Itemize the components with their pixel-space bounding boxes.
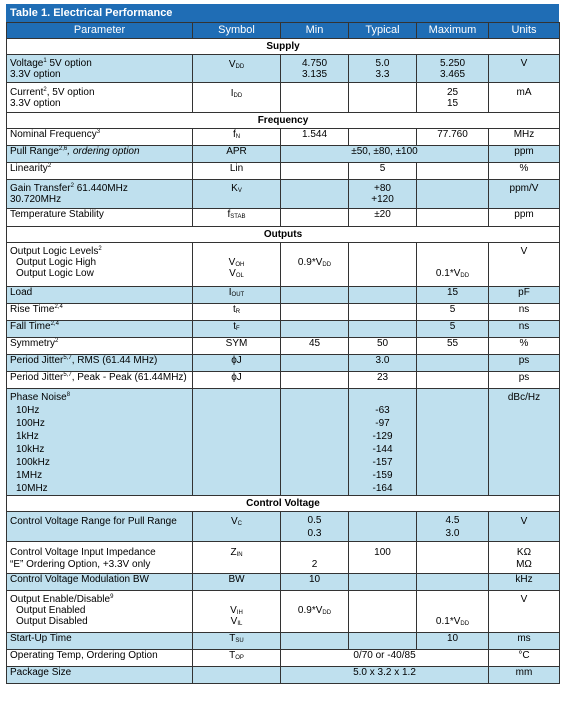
unit-cell: mm [489, 667, 560, 684]
typ-cell: ±20 [349, 209, 417, 227]
min-cell: 45 [281, 338, 349, 355]
header-min: Min [281, 23, 349, 39]
min-cell [281, 180, 349, 209]
table-row [7, 163, 560, 180]
typ-cell [349, 574, 417, 591]
symbol-cell: TOP [193, 650, 281, 667]
param-cell: Rise Time$^{2,4}$ [7, 304, 193, 321]
param-cell: Start-Up Time [7, 633, 193, 650]
unit-cell: pF [489, 287, 560, 304]
table-row [7, 355, 560, 372]
unit-cell: ms [489, 633, 560, 650]
table-row [7, 512, 560, 542]
min-cell [281, 321, 349, 338]
unit-cell: kHz [489, 574, 560, 591]
spec-table [6, 22, 560, 684]
param-cell: Operating Temp, Ordering Option [7, 650, 193, 667]
symbol-cell: VDD [193, 55, 281, 83]
section-control-voltage: Control Voltage [7, 496, 560, 512]
typ-cell [349, 321, 417, 338]
param-cell: Gain Transfer$^2$ 61.440MHz 30.720MHz [7, 180, 193, 209]
min-cell: 0.9*VDD [281, 243, 349, 287]
table-row [7, 209, 560, 227]
param-cell: Output Logic Levels$^2$ Output Logic High Output Logic Low [7, 243, 193, 287]
typ-cell [349, 304, 417, 321]
param-cell: Control Voltage Modulation BW [7, 574, 193, 591]
table-row [7, 304, 560, 321]
typ-cell: ±50, ±80, ±100 [281, 146, 489, 163]
max-cell [417, 355, 489, 372]
min-cell [281, 633, 349, 650]
symbol-cell: TSU [193, 633, 281, 650]
min-cell: 4.750 3.135 [281, 55, 349, 83]
electrical-performance-table [6, 4, 559, 684]
min-cell: 1.544 [281, 129, 349, 146]
unit-cell: ppm [489, 146, 560, 163]
header-maximum: Maximum [417, 23, 489, 39]
typ-cell: 5.0 3.3 [349, 55, 417, 83]
param-cell: Current$^2$, 5V option 3.3V option [7, 83, 193, 113]
unit-cell: % [489, 163, 560, 180]
value-cell: 5.0 x 3.2 x 1.2 [281, 667, 489, 684]
table-row [7, 372, 560, 389]
unit-cell: ns [489, 321, 560, 338]
param-cell: Period Jitter$^{5,7}$, Peak - Peak (61.44MHz) [7, 372, 193, 389]
table-row [7, 542, 560, 574]
min-cell: 10 [281, 574, 349, 591]
symbol-cell: ϕJ [193, 355, 281, 372]
max-cell: 77.760 [417, 129, 489, 146]
max-cell: 5 [417, 304, 489, 321]
min-cell [281, 209, 349, 227]
min-cell: 2 [281, 542, 349, 574]
symbol-cell: IOUT [193, 287, 281, 304]
param-cell: Period Jitter$^{5,7}$, RMS (61.44 MHz) [7, 355, 193, 372]
typ-cell [349, 83, 417, 113]
typ-cell: 100 [349, 542, 417, 574]
table-row [7, 574, 560, 591]
typ-cell [349, 591, 417, 633]
unit-cell: V [489, 243, 560, 287]
header-parameter: Parameter [7, 23, 193, 39]
table-row-phase-noise [7, 389, 560, 496]
max-cell: 10 [417, 633, 489, 650]
typ-cell: 23 [349, 372, 417, 389]
symbol-cell: VOH VOL [193, 243, 281, 287]
table-row [7, 650, 560, 667]
value-cell: 0/70 or -40/85 [281, 650, 489, 667]
symbol-cell: Lin [193, 163, 281, 180]
param-cell: Pull Range$^{2,6}$, ordering option [7, 146, 193, 163]
section-outputs: Outputs [7, 227, 560, 243]
max-cell: 5.250 3.465 [417, 55, 489, 83]
table-row [7, 55, 560, 83]
table-row [7, 667, 560, 684]
unit-cell: ps [489, 372, 560, 389]
max-cell: 55 [417, 338, 489, 355]
param-cell: Control Voltage Input Impedance “E” Ordering Option, +3.3V only [7, 542, 193, 574]
param-cell: Linearity$^2$ [7, 163, 193, 180]
unit-cell: °C [489, 650, 560, 667]
max-cell: 0.1*VDD [417, 243, 489, 287]
min-cell [281, 389, 349, 496]
symbol-cell: tF [193, 321, 281, 338]
param-cell: Load [7, 287, 193, 304]
max-cell [417, 209, 489, 227]
symbol-cell: VC [193, 512, 281, 542]
symbol-cell: fSTAB [193, 209, 281, 227]
typ-cell [349, 633, 417, 650]
param-cell: Package Size [7, 667, 193, 684]
max-cell: 0.1*VDD [417, 591, 489, 633]
symbol-cell: tR [193, 304, 281, 321]
symbol-cell: fN [193, 129, 281, 146]
symbol-cell: BW [193, 574, 281, 591]
typ-cell [349, 287, 417, 304]
symbol-cell: VIH VIL [193, 591, 281, 633]
param-cell: Temperature Stability [7, 209, 193, 227]
min-cell [281, 304, 349, 321]
param-cell: Output Enable/Disable$^9$ Output Enabled Output Disabled [7, 591, 193, 633]
symbol-cell [193, 389, 281, 496]
section-frequency: Frequency [7, 113, 560, 129]
max-cell [417, 163, 489, 180]
symbol-cell: SYM [193, 338, 281, 355]
max-cell: 15 [417, 287, 489, 304]
max-cell: 25 15 [417, 83, 489, 113]
table-row [7, 591, 560, 633]
typ-cell: +80 +120 [349, 180, 417, 209]
param-cell: Voltage$^1$ 5V option 3.3V option [7, 55, 193, 83]
symbol-cell: ϕJ [193, 372, 281, 389]
symbol-cell: IDD [193, 83, 281, 113]
table-row [7, 146, 560, 163]
max-cell [417, 389, 489, 496]
header-units: Units [489, 23, 560, 39]
min-cell: 0.5 0.3 [281, 512, 349, 542]
min-cell [281, 163, 349, 180]
table-row [7, 83, 560, 113]
max-cell: 5 [417, 321, 489, 338]
table-row [7, 338, 560, 355]
header-row [7, 23, 560, 39]
table-row [7, 287, 560, 304]
min-cell [281, 83, 349, 113]
param-cell: Control Voltage Range for Pull Range [7, 512, 193, 542]
symbol-cell: KV [193, 180, 281, 209]
header-typical: Typical [349, 23, 417, 39]
param-cell: Phase Noise$^8$ 10Hz 100Hz 1kHz 10kHz 100kHz 1MHz 10MHz [7, 389, 193, 496]
max-cell [417, 180, 489, 209]
max-cell: 4.5 3.0 [417, 512, 489, 542]
unit-cell: ppm/V [489, 180, 560, 209]
typ-cell: 50 [349, 338, 417, 355]
unit-cell: MHz [489, 129, 560, 146]
section-supply: Supply [7, 39, 560, 55]
param-cell: Nominal Frequency$^3$ [7, 129, 193, 146]
typ-cell: 3.0 [349, 355, 417, 372]
min-cell [281, 355, 349, 372]
unit-cell: V [489, 591, 560, 633]
table-title: Table 1. Electrical Performance [6, 4, 559, 22]
table-row [7, 243, 560, 287]
symbol-cell: APR [193, 146, 281, 163]
table-row [7, 321, 560, 338]
table-row [7, 633, 560, 650]
symbol-cell: ZIN [193, 542, 281, 574]
unit-cell: ns [489, 304, 560, 321]
param-cell: Fall Time$^{2,4}$ [7, 321, 193, 338]
unit-cell: V [489, 55, 560, 83]
unit-cell: % [489, 338, 560, 355]
max-cell [417, 372, 489, 389]
header-symbol: Symbol [193, 23, 281, 39]
typ-cell [349, 129, 417, 146]
param-cell: Symmetry$^2$ [7, 338, 193, 355]
min-cell: 0.9*VDD [281, 591, 349, 633]
unit-cell: KΩ MΩ [489, 542, 560, 574]
unit-cell: V [489, 512, 560, 542]
table-row [7, 129, 560, 146]
min-cell [281, 287, 349, 304]
unit-cell: dBc/Hz [489, 389, 560, 496]
typ-cell: -63 -97 -129 -144 -157 -159 -164 [349, 389, 417, 496]
typ-cell [349, 243, 417, 287]
unit-cell: ps [489, 355, 560, 372]
table-row [7, 180, 560, 209]
unit-cell: mA [489, 83, 560, 113]
typ-cell: 5 [349, 163, 417, 180]
max-cell [417, 574, 489, 591]
symbol-cell [193, 667, 281, 684]
min-cell [281, 372, 349, 389]
max-cell [417, 542, 489, 574]
typ-cell [349, 512, 417, 542]
unit-cell: ppm [489, 209, 560, 227]
